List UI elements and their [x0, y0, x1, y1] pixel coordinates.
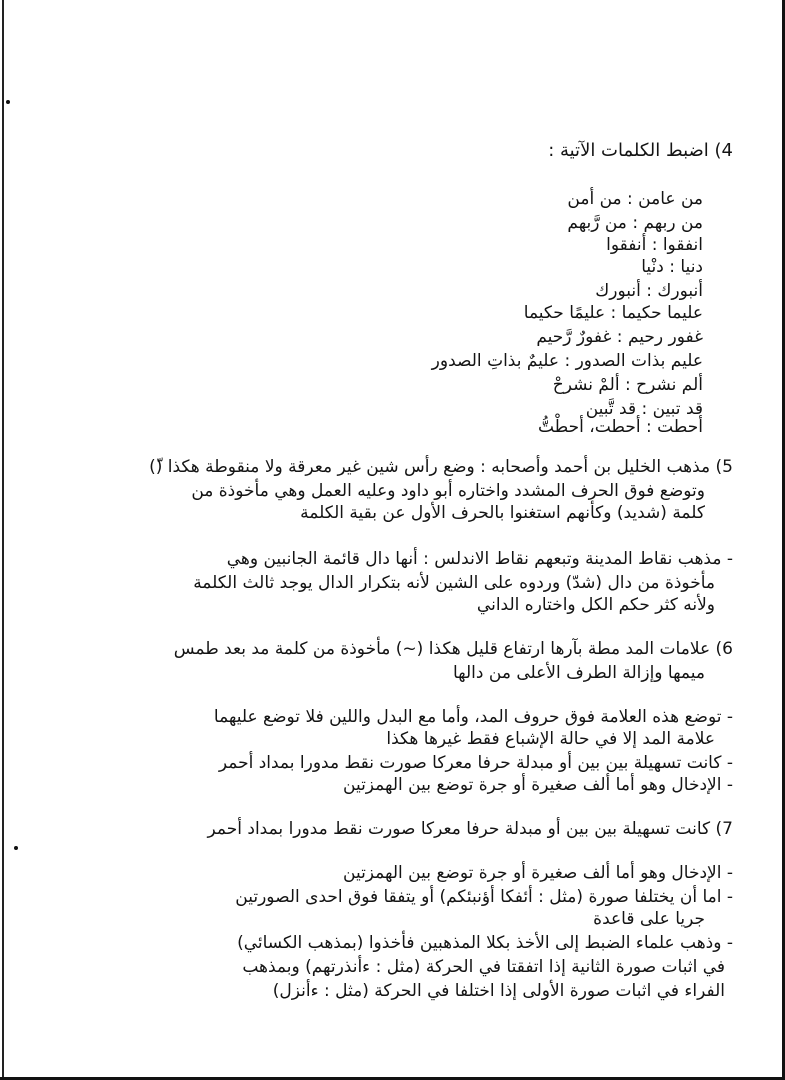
q4-item: عليم بذات الصدور : عليمٌ بذاتِ الصدور [431, 351, 703, 371]
q7-bullet-line: جريا على قاعدة [593, 909, 705, 929]
q4-item: من ربهم : من رَّبهم [567, 213, 703, 233]
q5-paragraph-line: وتوضع فوق الحرف المشدد واختاره أبو داود وعليه العمل وهي مأخوذة من [191, 481, 705, 501]
q4-item: من عامن : من أمن [567, 189, 703, 209]
q5-bullet-line: مأخوذة من دال (شدّ) وردوه على الشين لأنه بتكرار الدال يوجد ثالث الكلمة [193, 573, 715, 593]
q6-bullet-line: - توضع هذه العلامة فوق حروف المد، وأما مع البدل واللين فلا توضع عليهما [213, 707, 733, 727]
q4-item: قد تبين : قد تَّبين [585, 399, 703, 419]
q4-item: دنيا : دنْيا [641, 257, 703, 277]
q5-paragraph-line: كلمة (شديد) وكأنهم استغنوا بالحرف الأول عن بقية الكلمة [300, 503, 705, 523]
scan-left-edge [2, 0, 4, 1080]
q4-header: 4) اضبط الكلمات الآتية : [548, 140, 733, 161]
q7-header: 7) كانت تسهيلة بين بين أو مبدلة حرفا معركا صورت نقط مدورا بمداد أحمر [207, 819, 733, 839]
q6-paragraph-line: 6) علامات المد مطة بآرها ارتفاع قليل هكذا (~) مأخوذة من كلمة مد بعد طمس [173, 639, 733, 659]
q7-bullet-line: - وذهب علماء الضبط إلى الأخذ بكلا المذهبين فأخذوا (بمذهب الكسائي) [237, 933, 733, 953]
q7-bullet-line: - الإدخال وهو أما ألف صغيرة أو جرة توضع بين الهمزتين [343, 863, 733, 883]
q4-item: انفقوا : أنفقوا [606, 235, 703, 255]
q5-bullet-line: ولأنه كثر حكم الكل واختاره الداني [476, 595, 715, 615]
q4-item: ألم نشرح : ألمْ نشرحْ [552, 375, 703, 395]
scan-speck [14, 846, 18, 850]
q7-bullet-line: في اثبات صورة الثانية إذا اتفقتا في الحركة (مثل : ءأنذرتهم) وبمذهب [242, 957, 725, 977]
q4-item: أحطت : أحطت، أحطْتُّ [537, 417, 703, 437]
q7-bullet-line: - اما أن يختلفا صورة (مثل : أئفكا أؤنبئكم) أو يتفقا فوق احدى الصورتين [235, 887, 733, 907]
q6-bullet-line: - كانت تسهيلة بين بين أو مبدلة حرفا معركا صورت نقط مدورا بمداد أحمر [218, 753, 733, 773]
q4-item: عليما حكيما : عليمًا حكيما [523, 303, 703, 323]
q5-paragraph-line: 5) مذهب الخليل بن أحمد وأصحابه : وضع رأس شين غير معرقة ولا منقوطة هكذا (ّ) [149, 457, 733, 477]
q4-item: أنبورك : أنبورك [595, 281, 703, 301]
q6-paragraph-line: ميمها وإزالة الطرف الأعلى من دالها [452, 663, 705, 683]
q7-bullet-line: الفراء في اثبات صورة الأولى إذا اختلفا في الحركة (مثل : ءأنزل) [272, 981, 725, 1001]
q4-item: غفور رحيم : غفورٌ رَّحيم [536, 327, 703, 347]
q6-bullet-line: - الإدخال وهو أما ألف صغيرة أو جرة توضع بين الهمزتين [343, 775, 733, 795]
q6-bullet-line: علامة المد إلا في حالة الإشباع فقط غيرها هكذا [386, 729, 715, 749]
q5-bullet-line: - مذهب نقاط المدينة وتبعهم نقاط الاندلس : أنها دال قائمة الجانبين وهي [226, 549, 733, 569]
scan-speck [6, 100, 10, 104]
